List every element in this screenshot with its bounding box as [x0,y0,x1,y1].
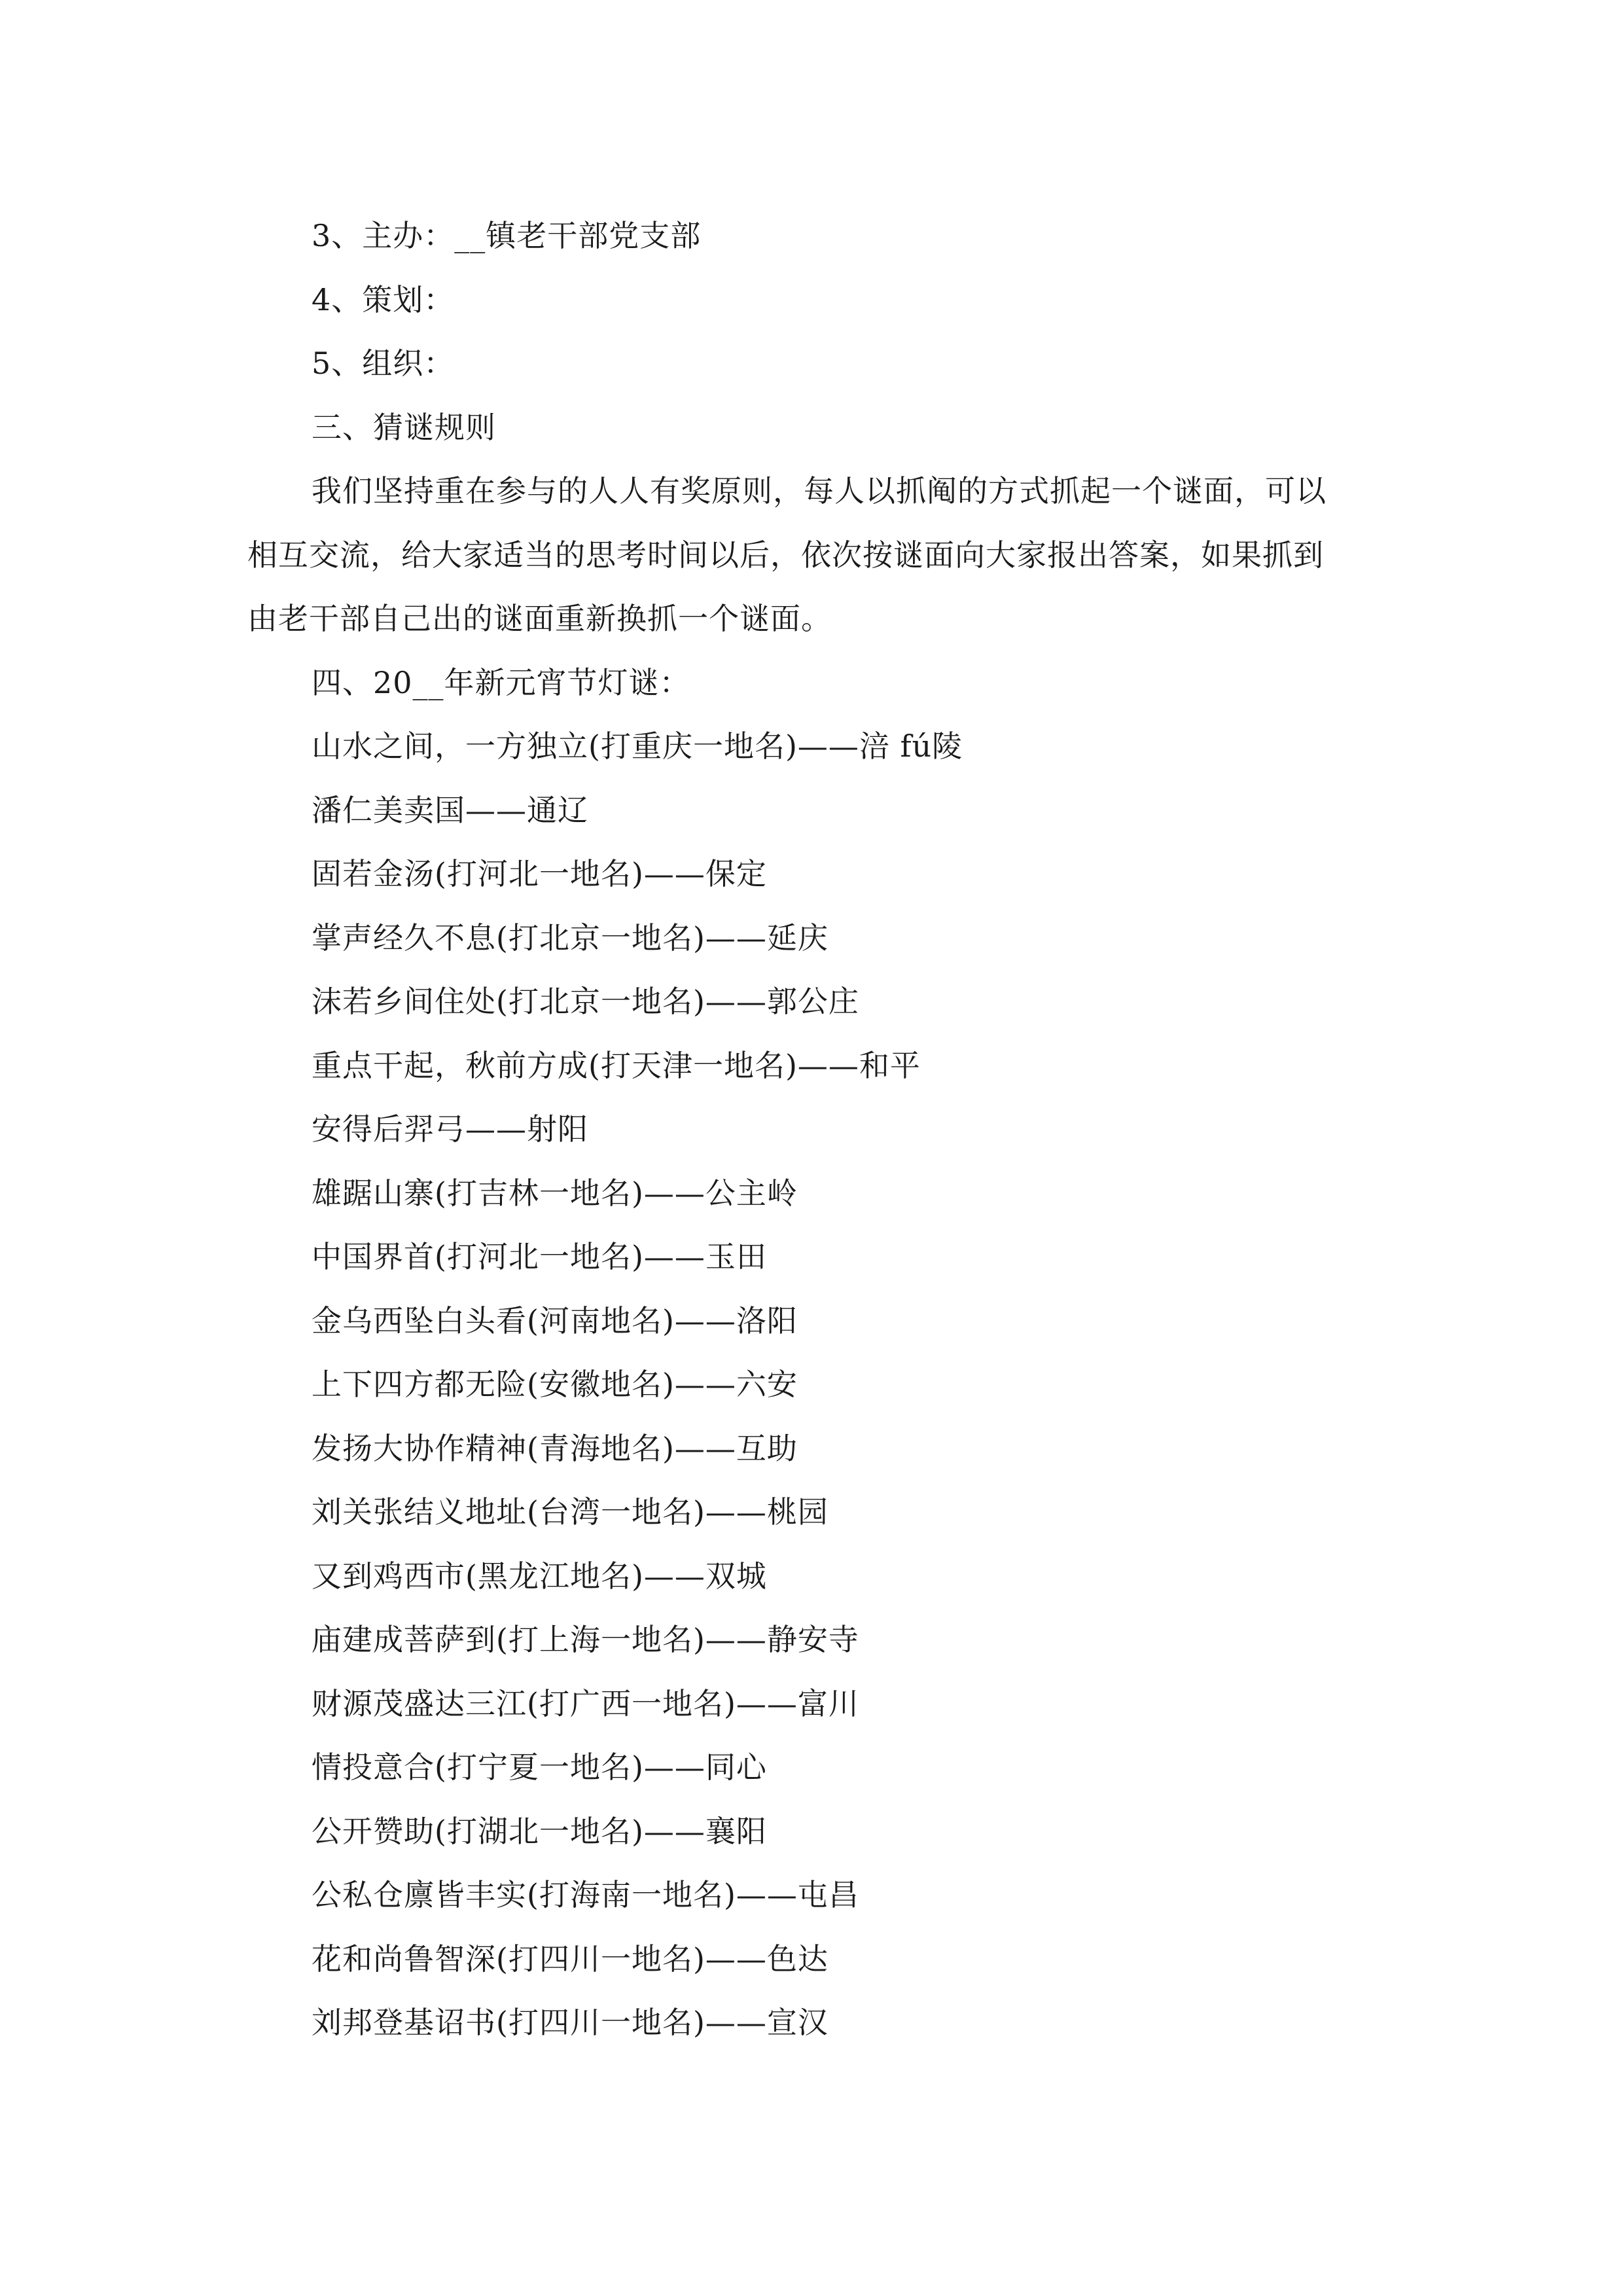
riddle-item: 庙建成菩萨到(打上海一地名)——静安寺 [312,1622,859,1657]
rules-paragraph-line-2: 相互交流，给大家适当的思考时间以后，依次按谜面向大家报出答案，如果抓到 [247,537,1324,573]
riddle-item: 公私仓廪皆丰实(打海南一地名)——屯昌 [312,1877,859,1912]
riddle-item: 花和尚鲁智深(打四川一地名)——色达 [312,1941,829,1977]
riddle-list [247,715,1386,2055]
rules-paragraph-line-1: 我们坚持重在参与的人人有奖原则，每人以抓阄的方式抓起一个谜面，可以 [312,473,1327,509]
rules-paragraph-line-3: 由老干部自己出的谜面重新换抓一个谜面。 [247,601,832,636]
document-body [247,204,1386,2055]
riddle-item: 掌声经久不息(打北京一地名)——延庆 [312,920,829,956]
organizer-line: 3、主办：__镇老干部党支部 [312,218,702,253]
riddle-item: 又到鸡西市(黑龙江地名)——双城 [312,1558,767,1594]
riddle-item: 潘仁美卖国——通辽 [312,792,588,828]
section-heading-rules: 三、猜谜规则 [312,409,496,445]
riddle-item: 重点干起，秋前方成(打天津一地名)——和平 [312,1047,921,1083]
riddle-item: 固若金汤(打河北一地名)——保定 [312,856,767,891]
riddle-item: 安得后羿弓——射阳 [312,1111,588,1147]
riddle-item: 山水之间，一方独立(打重庆一地名)——涪 fú陵 [312,728,963,764]
riddle-item: 上下四方都无险(安徽地名)——六安 [312,1367,798,1402]
riddle-item: 情投意合(打宁夏一地名)——同心 [312,1749,767,1785]
section-heading-riddles: 四、20__年新元宵节灯谜： [312,664,690,700]
organization-line: 5、组织： [312,346,455,381]
planner-line: 4、策划： [312,281,455,317]
riddle-item: 公开赞助(打湖北一地名)——襄阳 [312,1813,767,1849]
riddle-item: 发扬大协作精神(青海地名)——互助 [312,1430,798,1466]
riddle-item: 中国界首(打河北一地名)——玉田 [312,1239,767,1274]
riddle-item: 财源茂盛达三江(打广西一地名)——富川 [312,1685,859,1721]
riddle-item: 沫若乡间住处(打北京一地名)——郭公庄 [312,984,859,1019]
riddle-item: 刘邦登基诏书(打四川一地名)——宣汉 [312,2005,829,2040]
riddle-item: 雄踞山寨(打吉林一地名)——公主岭 [312,1175,798,1211]
riddle-item: 金乌西坠白头看(河南地名)——洛阳 [312,1302,798,1338]
riddle-item: 刘关张结义地址(台湾一地名)——桃园 [312,1494,829,1530]
